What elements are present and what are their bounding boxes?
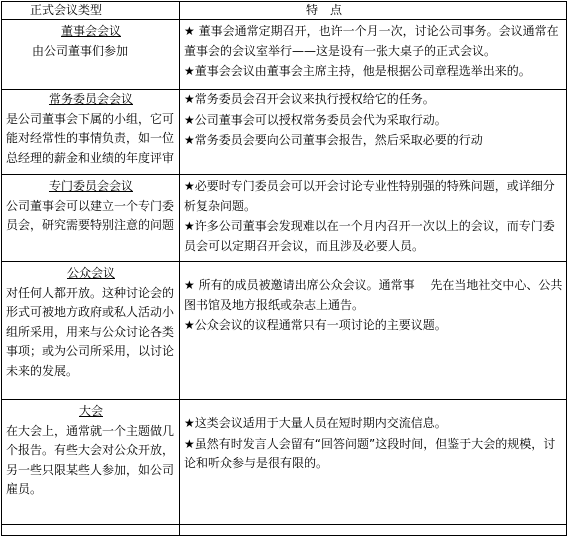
meeting-type-cell <box>2 262 180 400</box>
meeting-type-title: 专门委员会会议 <box>48 179 133 193</box>
feature-item: ★虽然有时发言人会留有“回答问题”这段时间，但鉴于大会的规模，讨论和听众参与是很有限的。 <box>184 436 556 470</box>
meeting-feature-cell <box>180 400 567 525</box>
meeting-type-cell <box>2 90 180 175</box>
feature-item: ★ 董事会通常定期召开，也许一个月一次，讨论公司事务。会议通常在董事会的会议室举行——这是设有一张大桌子的正式会议。 <box>184 24 559 58</box>
meeting-type-cell <box>2 400 180 525</box>
empty-cell <box>180 525 567 536</box>
feature-item: ★这类会议适用于大量人员在短时期内交流信息。 <box>184 416 447 430</box>
table-row <box>2 262 567 400</box>
feature-item: ★常务委员会召开会议来执行授权给它的任务。 <box>184 92 435 106</box>
table-row <box>2 90 567 175</box>
feature-item: ★公众会议的议程通常只有一项讨论的主要议题。 <box>184 318 447 332</box>
feature-item: ★董事会会议由董事会主席主持，他是根据公司章程选举出来的。 <box>184 64 531 78</box>
feature-item: ★必要时专门委员会可以开会讨论专业性特别强的特殊问题，或详细分析复杂问题。 <box>184 179 555 213</box>
meeting-type-desc: 是公司董事会下属的小组，它可能对经常性的事情负责，如一位总经理的薪金和业绩的年度评审 <box>6 111 175 165</box>
table-header-row <box>2 2 567 20</box>
meeting-type-desc: 在大会上，通常就一个主题做几个报告。有些大会对公众开放，另一些只限某些人参加，如公司雇员。 <box>6 423 175 496</box>
header-type-cell: 正式会议类型 <box>2 2 180 20</box>
meeting-type-title: 大会 <box>78 404 103 418</box>
table-row <box>2 20 567 90</box>
meeting-feature-cell <box>180 175 567 262</box>
feature-item: ★许多公司董事会发现难以在一个月内召开一次以上的会议，而专门委员会可以定期召开会议，而且涉及必要人员。 <box>184 219 555 253</box>
table-row <box>2 400 567 525</box>
meeting-feature-cell <box>180 90 567 175</box>
meeting-type-cell <box>2 20 180 90</box>
table-row-empty <box>2 525 567 536</box>
meeting-type-title: 公众会议 <box>66 266 115 280</box>
meeting-type-desc: 公司董事会可以建立一个专门委员会，研究需要特别注意的问题 <box>6 198 175 232</box>
table-row <box>2 175 567 262</box>
feature-item: ★常务委员会要向公司董事会报告，然后采取必要的行动 <box>184 133 483 147</box>
meeting-type-title: 常务委员会会议 <box>48 92 133 106</box>
meeting-type-title: 董事会会议 <box>60 24 121 38</box>
meeting-feature-cell <box>180 20 567 90</box>
meeting-types-table <box>1 1 567 536</box>
meeting-feature-cell <box>180 262 567 400</box>
feature-item: ★ 所有的成员被邀请出席公众会议。通常事 先在当地社交中心、公共图书馆及地方报纸或杂志上通告。 <box>184 278 563 312</box>
meeting-type-desc: 对任何人都开放。这种讨论会的形式可被地方政府或私人活动小组所采用，用来与公众讨论各类事项；或为公司所采用，以讨论未来的发展。 <box>6 285 175 378</box>
feature-item: ★公司董事会可以授权常务委员会代为采取行动。 <box>184 112 447 127</box>
meeting-type-desc: 由公司董事们参加 <box>32 43 129 58</box>
meeting-type-cell <box>2 175 180 262</box>
empty-cell <box>2 525 180 536</box>
header-feature-cell: 特 点 <box>180 2 567 20</box>
